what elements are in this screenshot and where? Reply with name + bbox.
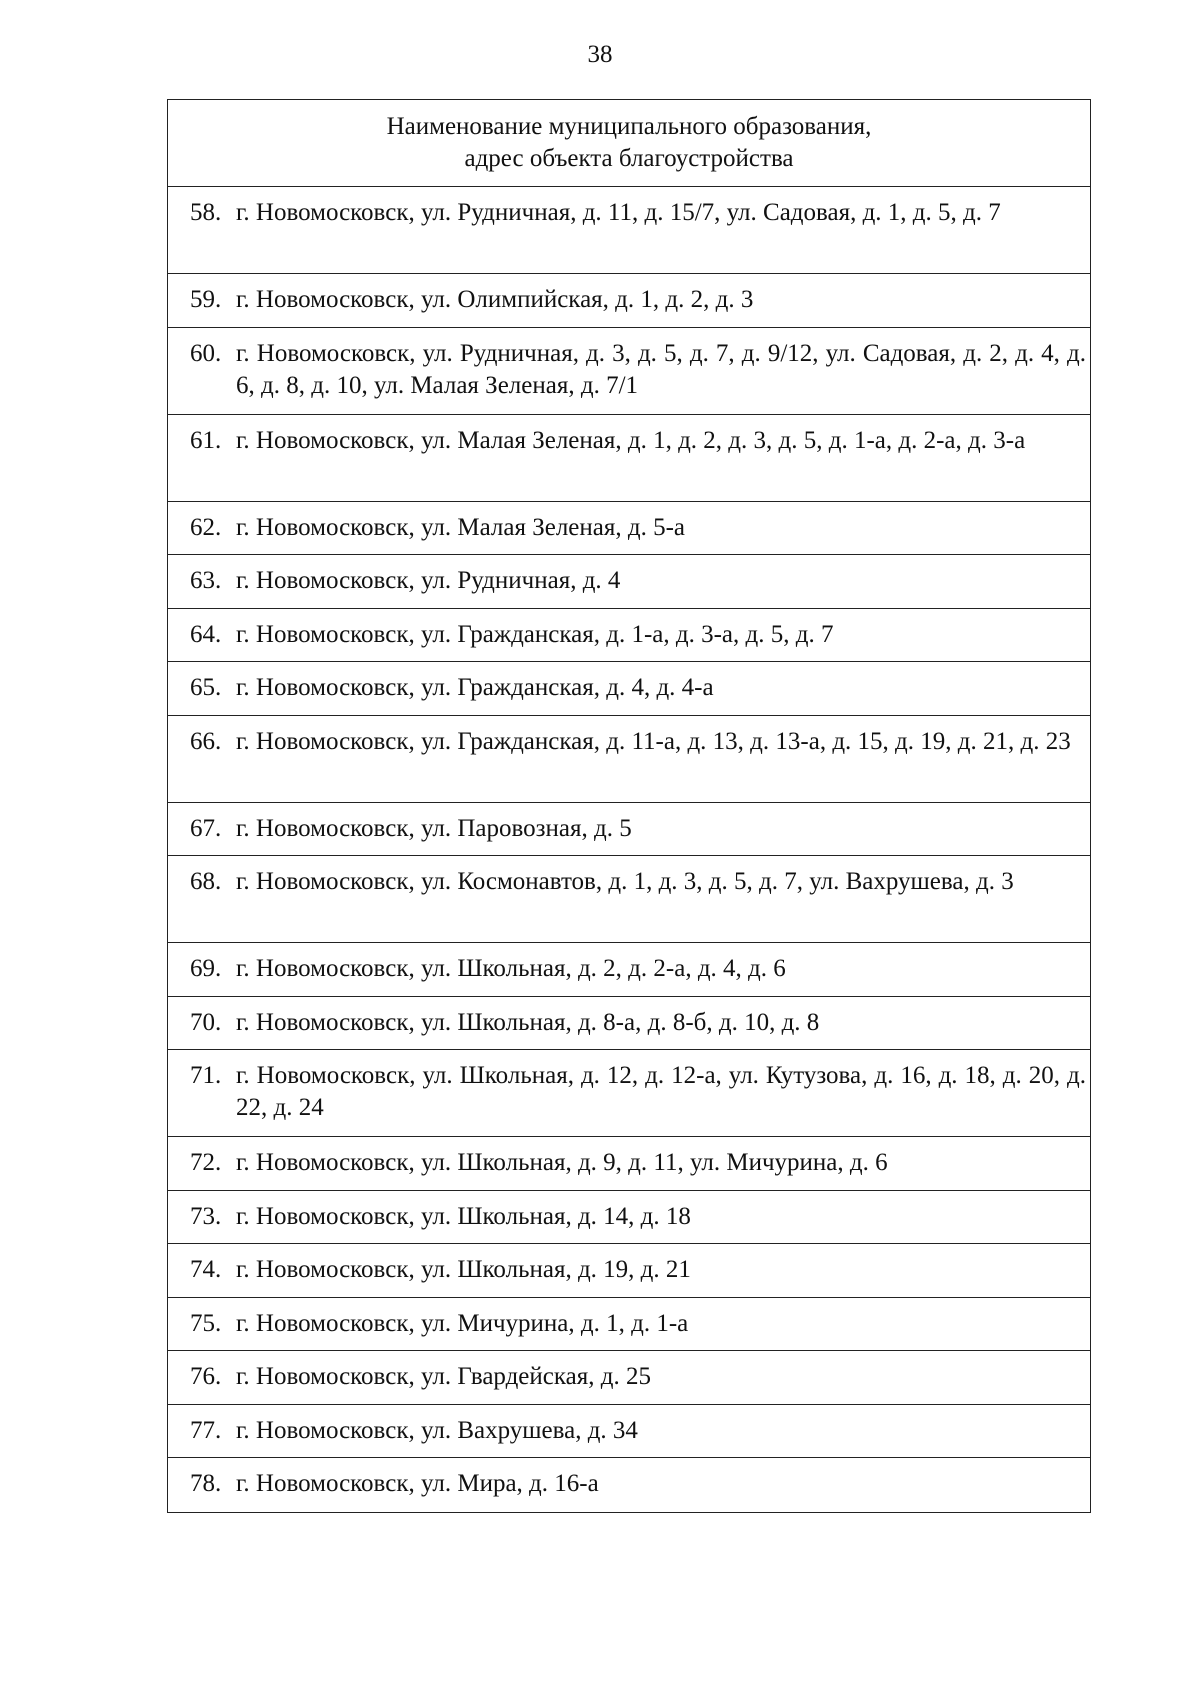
table-row [168, 502, 1090, 556]
row-address: г. Новомосковск, ул. Вахрушева, д. 34 [236, 1416, 638, 1444]
row-address: г. Новомосковск, ул. Гражданская, д. 11-а, д. 13, д. 13-а, д. 15, д. 19, д. 21, д. 23 [236, 727, 1071, 755]
table-row [168, 1458, 1090, 1512]
row-address: г. Новомосковск, ул. Олимпийская, д. 1, д. 2, д. 3 [236, 286, 754, 313]
row-number: 78. [190, 1470, 222, 1497]
row-number: 70. [190, 1008, 222, 1036]
row-number: 69. [190, 955, 222, 982]
row-number: 76. [190, 1363, 222, 1390]
page-number: 38 [587, 41, 613, 68]
row-address: г. Новомосковск, ул. Рудничная, д. 11, д. 15/7, ул. Садовая, д. 1, д. 5, д. 7 [236, 199, 1001, 226]
row-address: г. Новомосковск, ул. Гражданская, д. 1-а, д. 3-а, д. 5, д. 7 [236, 620, 834, 648]
row-address: г. Новомосковск, ул. Школьная, д. 8-а, д. 8-б, д. 10, д. 8 [236, 1008, 820, 1036]
row-number: 74. [190, 1256, 222, 1283]
row-address: г. Новомосковск, ул. Рудничная, д. 3, д. 5, д. 7, д. 9/12, ул. Садовая, д. 2, д. 4, д. 6, д. 8, д. 10, ул. Малая Зеленая, д. 7/1 [236, 339, 1086, 399]
row-number: 58. [190, 199, 222, 226]
row-address: г. Новомосковск, ул. Школьная, д. 2, д. 2-а, д. 4, д. 6 [236, 955, 786, 982]
row-address: г. Новомосковск, ул. Мичурина, д. 1, д. 1-а [236, 1309, 689, 1337]
table-row [168, 1191, 1090, 1245]
row-number: 68. [190, 868, 222, 895]
row-address: г. Новомосковск, ул. Малая Зеленая, д. 1, д. 2, д. 3, д. 5, д. 1-а, д. 2-а, д. 3-а [236, 426, 1026, 454]
row-address: г. Новомосковск, ул. Школьная, д. 19, д. 21 [236, 1256, 691, 1283]
table-row [168, 943, 1090, 997]
row-number: 62. [190, 513, 222, 541]
table-header-line-2: адрес объекта благоустройства [464, 145, 794, 172]
table-header-line-1: Наименование муниципального образования, [386, 113, 872, 140]
row-number: 60. [190, 339, 222, 367]
table-row [168, 662, 1090, 716]
row-number: 71. [190, 1062, 222, 1089]
table-row [168, 1244, 1090, 1298]
row-number: 77. [190, 1416, 222, 1444]
table-row [168, 609, 1090, 663]
row-number: 59. [190, 286, 222, 313]
row-number: 63. [190, 567, 222, 594]
table-row [168, 555, 1090, 609]
row-number: 67. [190, 814, 222, 842]
table-row [168, 803, 1090, 857]
row-number: 61. [190, 426, 222, 454]
row-number: 66. [190, 727, 222, 755]
row-address: г. Новомосковск, ул. Рудничная, д. 4 [236, 567, 621, 594]
row-number: 64. [190, 620, 222, 648]
row-number: 75. [190, 1309, 222, 1337]
table-row [168, 1351, 1090, 1405]
table-row [168, 328, 1090, 415]
table-row [168, 415, 1090, 502]
table-row [168, 1137, 1090, 1191]
table-row [168, 856, 1090, 943]
row-address: г. Новомосковск, ул. Школьная, д. 9, д. 11, ул. Мичурина, д. 6 [236, 1149, 888, 1176]
row-address: г. Новомосковск, ул. Космонавтов, д. 1, д. 3, д. 5, д. 7, ул. Вахрушева, д. 3 [236, 868, 1014, 895]
row-address: г. Новомосковск, ул. Паровозная, д. 5 [236, 814, 632, 842]
row-address: г. Новомосковск, ул. Школьная, д. 14, д. 18 [236, 1202, 691, 1230]
row-number: 65. [190, 674, 222, 701]
address-table [167, 99, 1091, 1513]
row-address: г. Новомосковск, ул. Мира, д. 16-а [236, 1470, 599, 1497]
table-row [168, 1298, 1090, 1352]
row-address: г. Новомосковск, ул. Гражданская, д. 4, д. 4-а [236, 674, 714, 701]
row-number: 72. [190, 1149, 222, 1176]
table-row [168, 997, 1090, 1051]
row-number: 73. [190, 1202, 222, 1230]
row-address: г. Новомосковск, ул. Школьная, д. 12, д. 12-а, ул. Кутузова, д. 16, д. 18, д. 20, д. 22, д. 24 [236, 1062, 1086, 1121]
row-address: г. Новомосковск, ул. Малая Зеленая, д. 5-а [236, 513, 686, 541]
table-row [168, 1050, 1090, 1137]
table-row [168, 1405, 1090, 1459]
table-header [168, 100, 1090, 187]
table-row [168, 274, 1090, 328]
table-row [168, 187, 1090, 274]
row-address: г. Новомосковск, ул. Гвардейская, д. 25 [236, 1363, 651, 1390]
table-row [168, 716, 1090, 803]
